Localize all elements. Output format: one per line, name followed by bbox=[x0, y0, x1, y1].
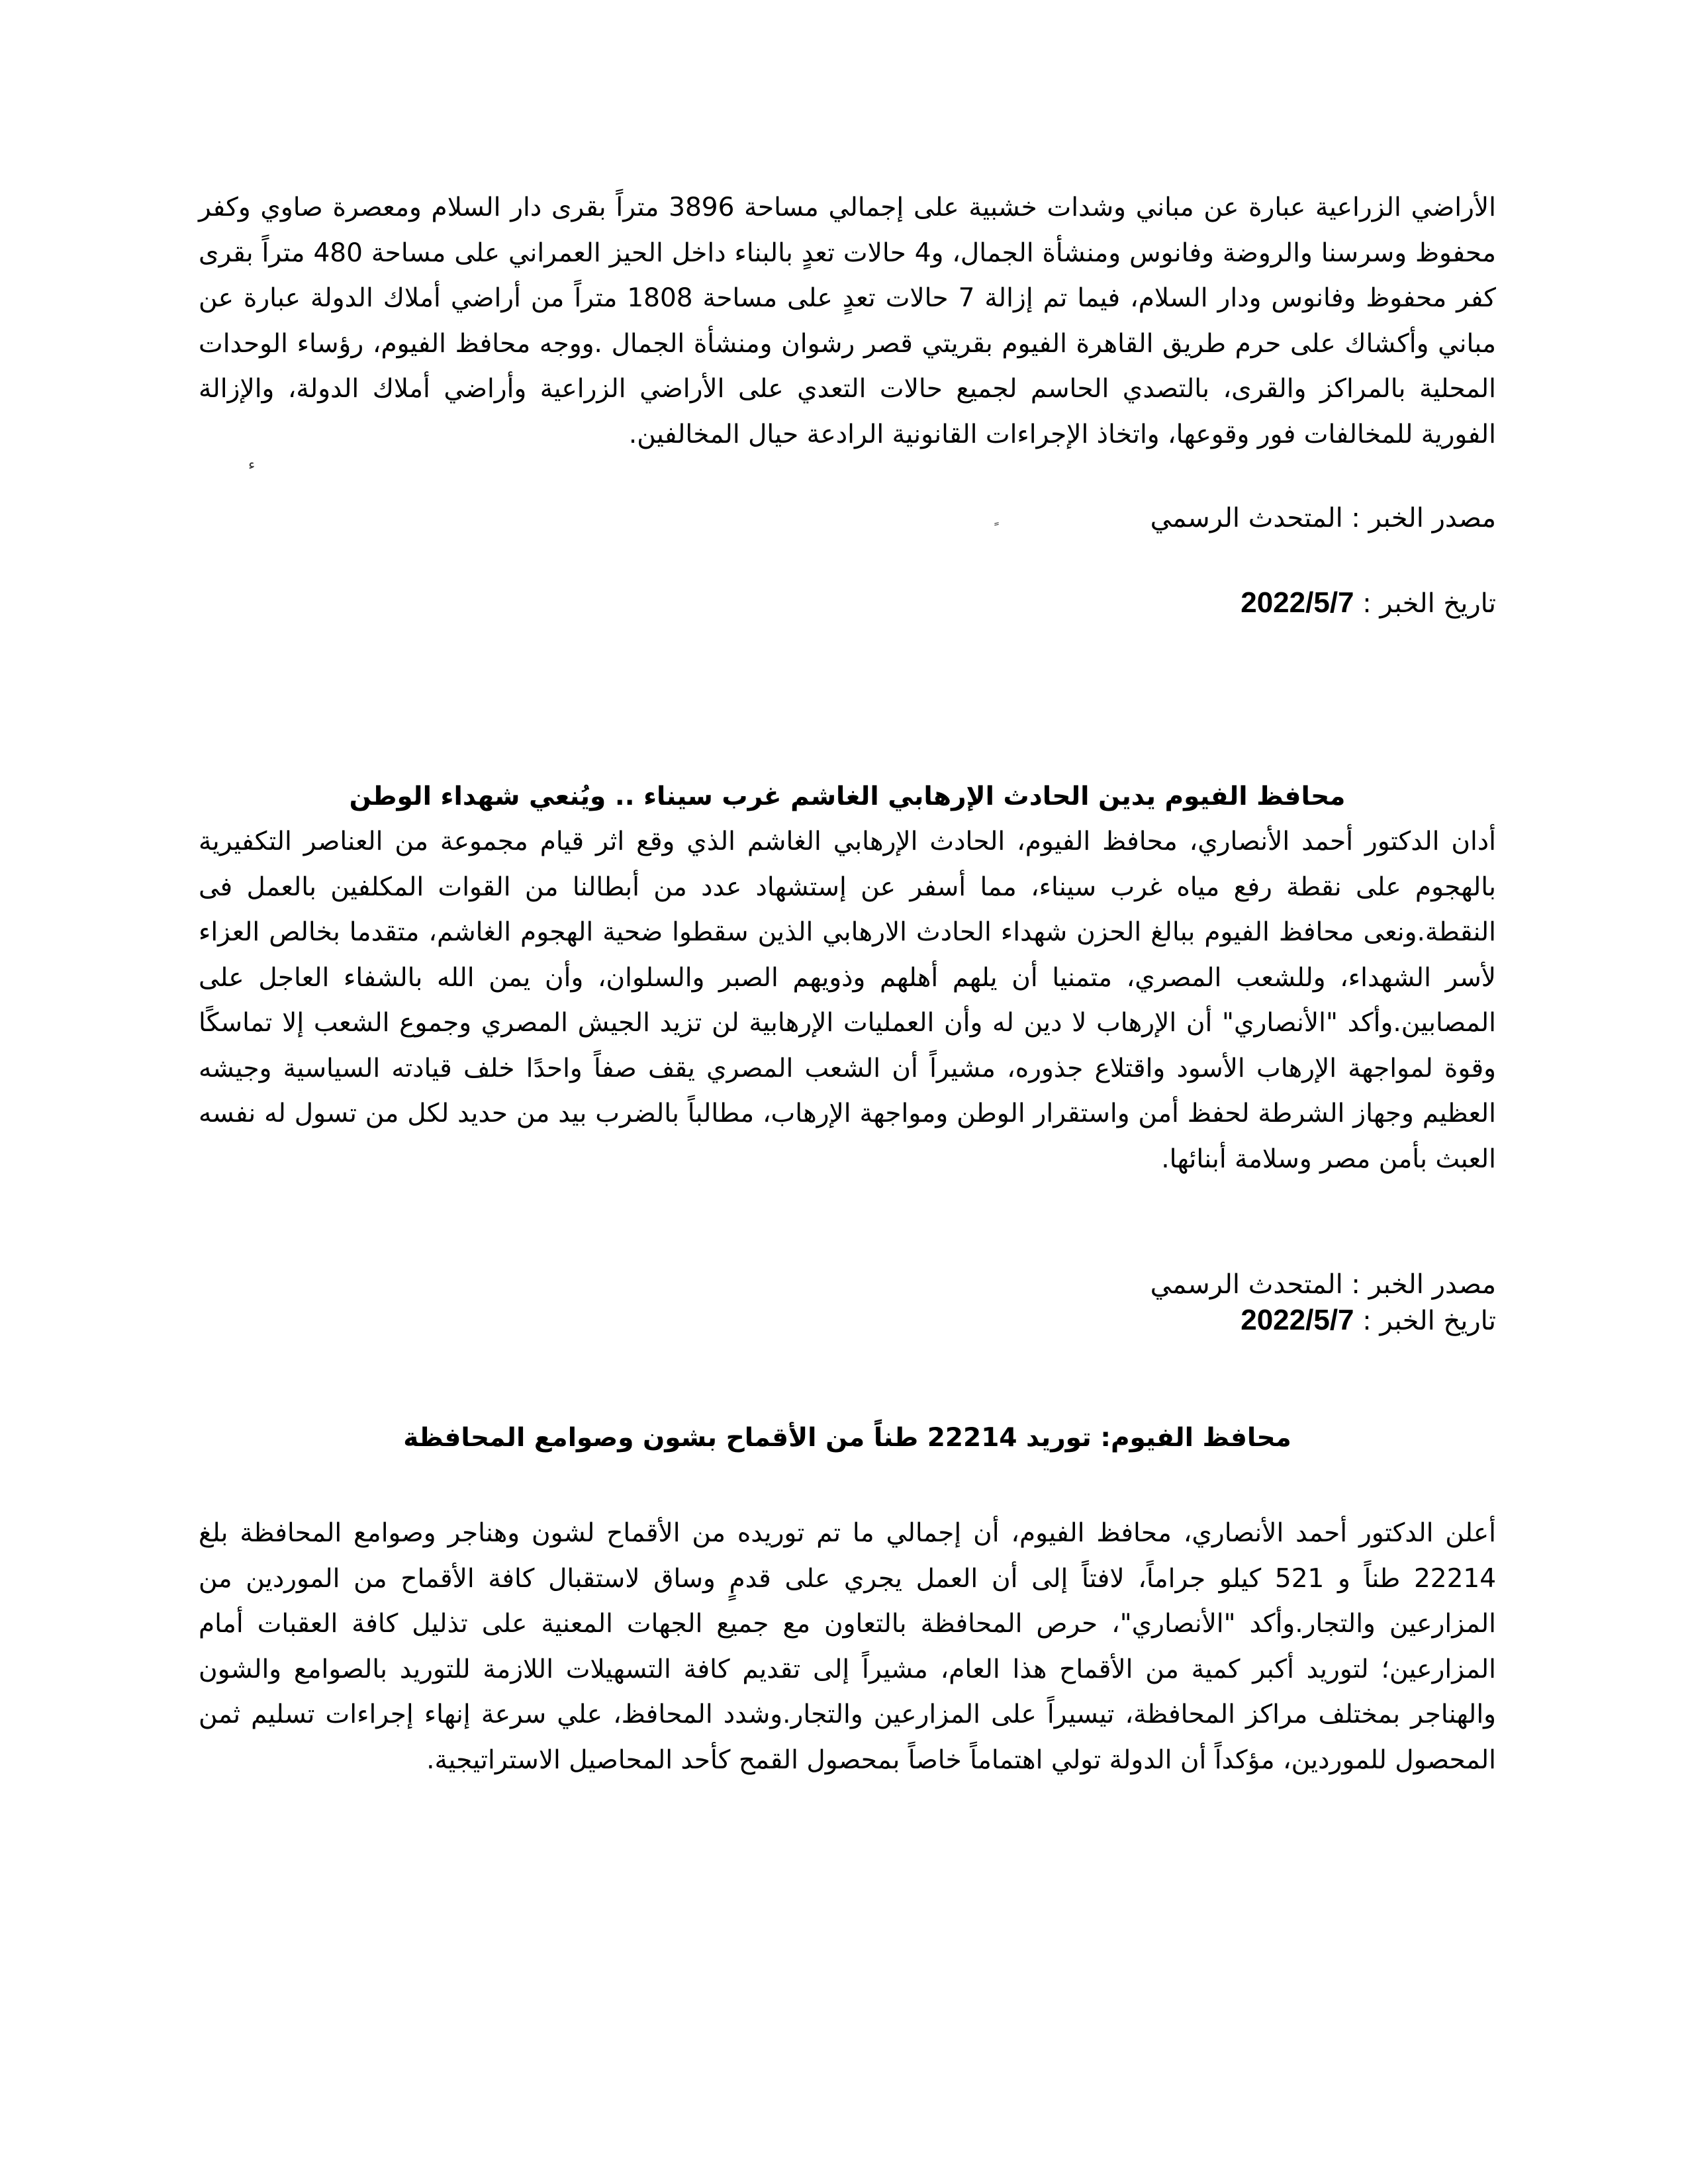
article1-body: الأراضي الزراعية عبارة عن مباني وشدات خشبية على إجمالي مساحة 3896 متراً بقرى دار السلام ومعصرة صاوي وكفر محفوظ وسرسنا والروضة وفانوس ومنشأة الجمال، و4 حالات تعدٍ بالبناء داخل الحيز العمراني على مساحة 480 متراً بقرى كفر محفوظ وفانوس ودار السلام، فيما تم إزالة 7 حالات تعدٍ على مساحة 1808 متراً من أراضي أملاك الدولة عبارة عن مباني وأكشاك على حرم طريق القاهرة الفيوم بقريتي قصر رشوان ومنشأة الجمال .ووجه محافظ الفيوم، رؤساء الوحدات المحلية بالمراكز والقرى، بالتصدي الحاسم لجميع حالات التعدي على الأراضي الزراعية وأراضي أملاك الدولة، والإزالة الفورية للمخالفات فور وقوعها، واتخاذ الإجراءات القانونية الرادعة حيال المخالفين. bbox=[199, 193, 1496, 449]
article2-source: مصدر الخبر : المتحدث الرسمي bbox=[1150, 1269, 1496, 1300]
date-value: 2022/5/7 bbox=[1241, 586, 1354, 619]
article3-body: أعلن الدكتور أحمد الأنصاري، محافظ الفيوم، أن إجمالي ما تم توريده من الأقماح لشون وهناجر وصوامع المحافظة بلغ 22214 طناً و 521 كيلو جراماً، لافتاً إلى أن العمل يجري على قدمٍ وساق لاستقبال كافة الأقماح من الموردين من المزارعين والتجار.وأكد "الأنصاري"، حرص المحافظة بالتعاون مع جميع الجهات المعنية على تذليل كافة العقبات أمام المزارعين؛ لتوريد أكبر كمية من الأقماح هذا العام، مشيراً إلى تقديم كافة التسهيلات اللازمة للتوريد بالصوامع والشون والهناجر بمختلف مراكز المحافظة، تيسيراً على المزارعين والتجار.وشدد المحافظ، علي سرعة إنهاء إجراءات تسليم ثمن المحصول للموردين، مؤكداً أن الدولة تولي اهتماماً خاصاً بمحصول القمح كأحد المحاصيل الاستراتيجية. bbox=[199, 1518, 1497, 1775]
scan-mark: ء bbox=[248, 457, 256, 473]
article1-date bbox=[199, 583, 1496, 623]
date-value: 2022/5/7 bbox=[1241, 1304, 1354, 1336]
article2-headline: محافظ الفيوم يدين الحادث الإرهابي الغاشم غرب سيناء .. ويُنعي شهداء الوطن bbox=[349, 782, 1346, 811]
document-page bbox=[199, 185, 1496, 1783]
article1-source: مصدر الخبر : المتحدث الرسمي bbox=[1150, 503, 1496, 533]
article2-date bbox=[199, 1302, 1496, 1339]
article3-headline: محافظ الفيوم: توريد 22214 طناً من الأقماح بشون وصوامع المحافظة bbox=[403, 1423, 1291, 1453]
date-label: تاريخ الخبر : bbox=[1354, 588, 1496, 619]
date-label: تاريخ الخبر : bbox=[1354, 1306, 1496, 1336]
article2-body: أدان الدكتور أحمد الأنصاري، محافظ الفيوم، الحادث الإرهابي الغاشم الذي وقع اثر قيام مجموعة من العناصر التكفيرية بالهجوم على نقطة رفع مياه غرب سيناء، مما أسفر عن إستشهاد عدد من أبطالنا من القوات المكلفين بالعمل فى النقطة.ونعى محافظ الفيوم ببالغ الحزن شهداء الحادث الارهابي الذين سقطوا ضحية الهجوم الغاشم، متقدما بخالص العزاء لأسر الشهداء، وللشعب المصري، متمنيا أن يلهم أهلهم وذويهم الصبر والسلوان، وأن يمن الله بالشفاء العاجل على المصابين.وأكد "الأنصاري" أن الإرهاب لا دين له وأن العمليات الإرهابية لن تزيد الجيش المصري وجموع الشعب إلا تماسكًا وقوة لمواجهة الإرهاب الأسود واقتلاع جذوره، مشيراً أن الشعب المصري يقف صفاً واحدًا خلف قيادته السياسية وجيشه العظيم وجهاز الشرطة لحفظ أمن واستقرار الوطن ومواجهة الإرهاب، مطالباً بالضرب بيد من حديد لكل من تسول له نفسه العبث بأمن مصر وسلامة أبنائها. bbox=[199, 827, 1496, 1174]
